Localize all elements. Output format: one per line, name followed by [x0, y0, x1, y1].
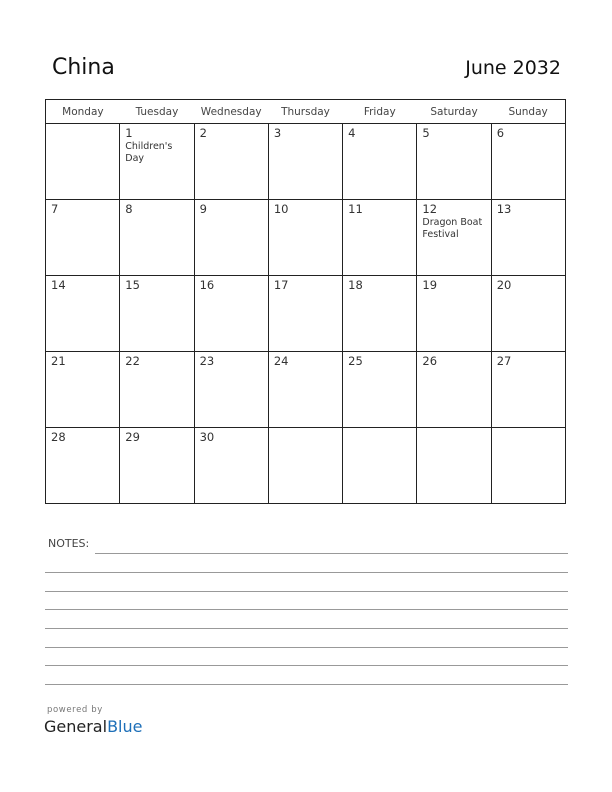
day-cell — [46, 200, 120, 276]
day-cell — [417, 124, 491, 200]
day-number: 2 — [199, 126, 207, 140]
day-number: 1 — [125, 126, 133, 140]
week-row-1 — [46, 124, 566, 200]
week-row-4 — [46, 352, 566, 428]
holiday-label: Children's Day — [125, 141, 173, 164]
day-number: 23 — [199, 354, 215, 368]
day-cell — [268, 352, 342, 428]
note-line — [45, 647, 568, 648]
day-number: 22 — [125, 354, 140, 368]
day-cell — [343, 200, 417, 276]
day-number: 24 — [273, 354, 289, 368]
day-number: 5 — [422, 126, 430, 140]
day-cell — [194, 352, 268, 428]
day-cell — [194, 200, 268, 276]
day-cell — [417, 276, 491, 352]
day-number: 19 — [422, 278, 438, 292]
day-cell — [491, 200, 565, 276]
day-cell — [268, 428, 342, 504]
day-number: 17 — [273, 278, 289, 292]
day-number: 15 — [125, 278, 140, 292]
weekday-saturday: Saturday — [417, 100, 491, 124]
day-cell — [343, 276, 417, 352]
day-cell — [343, 124, 417, 200]
note-line — [45, 684, 568, 685]
day-number: 25 — [348, 354, 363, 368]
day-number: 6 — [496, 126, 505, 140]
note-line — [45, 609, 568, 610]
day-number: 12 — [422, 202, 438, 216]
country-title: China — [52, 55, 115, 80]
note-line — [45, 591, 568, 592]
day-number: 28 — [51, 430, 66, 444]
day-cell — [343, 352, 417, 428]
day-number: 27 — [496, 354, 512, 368]
day-number: 26 — [422, 354, 438, 368]
day-cell — [194, 124, 268, 200]
weekday-wednesday: Wednesday — [194, 100, 268, 124]
holiday-label: Dragon Boat Festival — [422, 217, 483, 240]
day-number: 8 — [125, 202, 133, 216]
day-cell — [417, 200, 491, 276]
day-cell — [46, 428, 120, 504]
week-row-5 — [46, 428, 566, 504]
weekday-header-row — [46, 100, 566, 124]
weekday-sunday: Sunday — [491, 100, 565, 124]
day-number: 10 — [273, 202, 289, 216]
note-line — [45, 628, 568, 629]
day-number: 4 — [348, 126, 356, 140]
day-number: 13 — [496, 202, 512, 216]
month-year-title: June 2032 — [465, 57, 561, 79]
note-line — [45, 572, 568, 573]
day-cell — [268, 200, 342, 276]
day-cell — [417, 428, 491, 504]
powered-by-text: powered by — [47, 705, 103, 715]
day-number: 30 — [199, 430, 215, 444]
day-number: 18 — [348, 278, 363, 292]
generalblue-logo[interactable] — [44, 717, 142, 736]
day-cell — [46, 276, 120, 352]
day-number: 3 — [273, 126, 282, 140]
day-cell — [194, 428, 268, 504]
note-line — [95, 553, 568, 554]
brand-general: General — [44, 717, 108, 736]
day-cell — [268, 124, 342, 200]
week-row-2 — [46, 200, 566, 276]
day-cell — [194, 276, 268, 352]
day-cell — [46, 352, 120, 428]
day-number: 21 — [51, 354, 66, 368]
notes-label: NOTES: — [48, 537, 90, 550]
day-cell — [491, 352, 565, 428]
weekday-tuesday: Tuesday — [120, 100, 194, 124]
day-cell — [491, 276, 565, 352]
day-cell — [417, 352, 491, 428]
day-cell — [491, 428, 565, 504]
day-cell — [268, 276, 342, 352]
day-number: 9 — [199, 202, 207, 216]
day-cell — [46, 124, 120, 200]
note-line — [45, 665, 568, 666]
calendar-grid — [45, 99, 566, 504]
day-number: 29 — [125, 430, 140, 444]
day-number: 7 — [51, 202, 59, 216]
weekday-thursday: Thursday — [268, 100, 342, 124]
day-cell — [120, 200, 194, 276]
weekday-monday: Monday — [46, 100, 120, 124]
day-cell — [491, 124, 565, 200]
day-number: 11 — [348, 202, 363, 216]
day-number: 16 — [199, 278, 215, 292]
weekday-friday: Friday — [343, 100, 417, 124]
day-cell — [120, 124, 194, 200]
day-cell — [120, 276, 194, 352]
brand-blue: Blue — [107, 717, 143, 736]
week-row-3 — [46, 276, 566, 352]
day-cell — [120, 428, 194, 504]
day-cell — [343, 428, 417, 504]
day-cell — [120, 352, 194, 428]
day-number: 14 — [51, 278, 66, 292]
day-number: 20 — [496, 278, 512, 292]
